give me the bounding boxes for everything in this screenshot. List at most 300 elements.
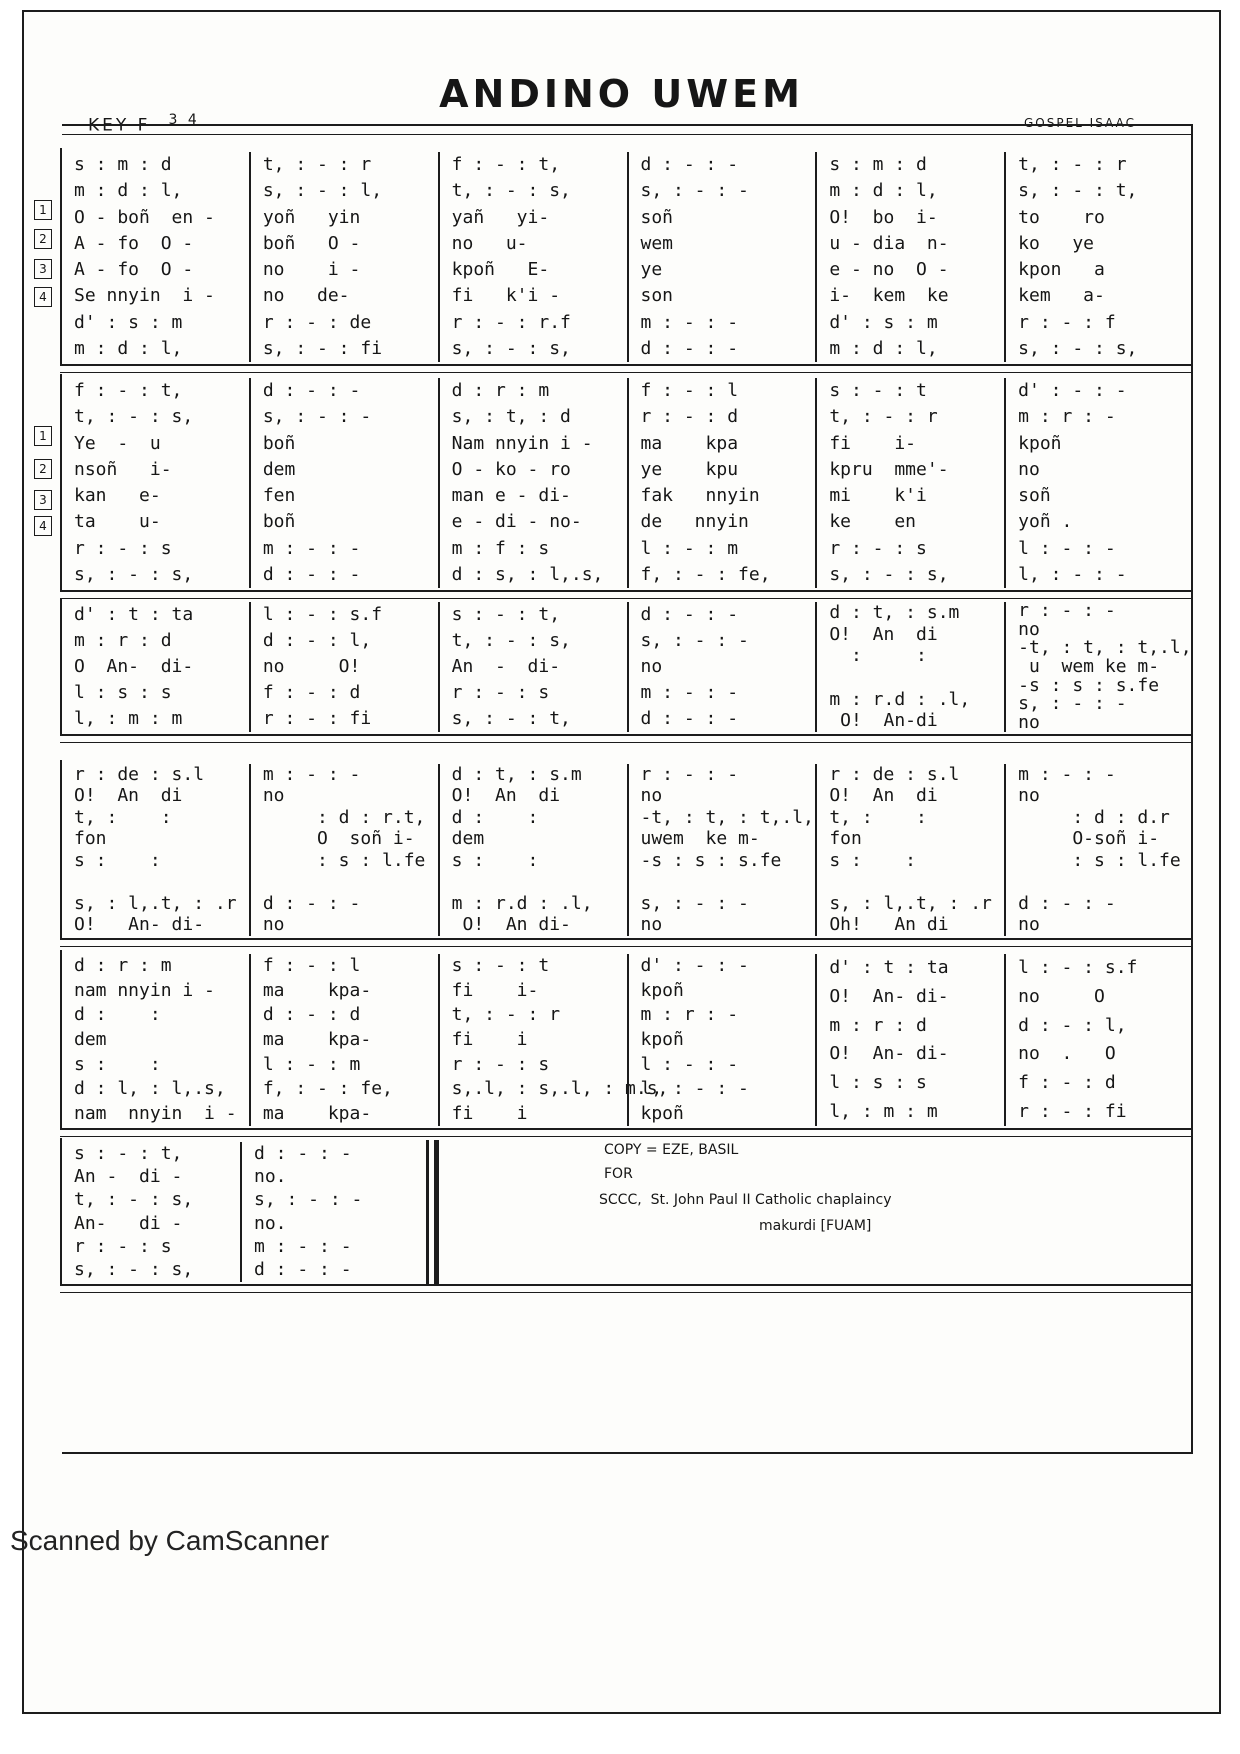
solfa-line: -s : s : s.fe [640,849,782,871]
solfa-line: O! An di [829,785,938,807]
solfa-line: An- di - [74,1212,183,1234]
solfa-line: s, : - : - [254,1189,363,1211]
bar-line [1004,378,1006,588]
bar-line [249,378,251,588]
solfa-line: d : - : - [640,154,739,176]
solfa-line: d : - : - [640,337,739,359]
bar-line [1004,954,1006,1126]
solfa-line: -s : s : s.fe [1018,674,1160,696]
solfa-line: An - di- [451,656,561,677]
measure [438,378,627,588]
solfa-line: l, : m : m [829,1100,938,1122]
solfa-line: d : - : l, [262,630,372,651]
solfa-line: : d : r.t, [262,806,426,828]
solfa-line: fi k'i - [451,285,561,307]
solfa-line: O! An di [829,623,938,645]
header-rule [62,124,1191,126]
solfa-line: no . O [1018,1043,1116,1065]
measure [249,152,438,362]
measure [240,1142,420,1282]
solfa-line: d : - : - [254,1259,352,1281]
system-rule [60,364,1193,366]
solfa-line: fon [74,828,107,850]
solfa-line: r : - : fi [262,708,372,729]
solfa-line: r : - : s [451,1053,550,1075]
solfa-line: d : : [74,1004,161,1026]
solfa-line: ma kpa- [262,1102,372,1124]
bar-line [627,764,629,936]
final-bar-line [426,1140,429,1284]
solfa-line: boñ [262,432,296,454]
system-rule [60,1292,1193,1293]
solfa-line: r : - : f [1018,311,1116,333]
system-rule [60,1136,1193,1137]
measure [1004,602,1193,732]
solfa-line: m : d : l, [74,180,183,202]
solfa-line: l : - : m [640,537,739,559]
solfa-line: ko ye [1018,232,1095,254]
measure [60,152,249,362]
solfa-line: f, : - : fe, [262,1078,393,1100]
solfa-line: fon [829,828,862,850]
solfa-line: O! An di- [451,914,571,936]
measure [60,954,249,1126]
solfa-line: O! An di [451,785,561,807]
solfa-line: no. [254,1212,287,1234]
solfa-line: uwem ke m- [640,828,760,850]
solfa-line: r : de : s.l [74,763,205,785]
solfa-line: f : - : l [640,380,739,402]
solfa-line: nam nnyin i - [74,979,215,1001]
solfa-line: f, : - : fe, [640,563,771,585]
solfa-line: s, : l,.t, : .r [829,892,992,914]
solfa-line: no [1018,458,1040,480]
score-sheet [22,10,1221,1714]
solfa-line: man e - di- [451,485,571,507]
solfa-line: Se nnyin i - [74,285,215,307]
solfa-line: s : - : t [829,380,927,402]
solfa-line: m : r : d [829,1014,927,1036]
solfa-line: f : - : d [1018,1072,1116,1093]
measure [1004,954,1193,1126]
solfa-line: r : de : s.l [829,763,960,785]
measure [815,378,1004,588]
solfa-line: m : - : - [640,311,739,333]
solfa-line: no [640,656,663,677]
solfa-line: t, : - : s, [74,406,194,428]
solfa-line: O - ko - ro [451,458,571,480]
system-rule [60,1284,1193,1286]
solfa-line: t, : - : s, [74,1189,194,1211]
verse-number-box: 2 [34,459,52,479]
measure [249,378,438,588]
solfa-line: d : r : m [74,955,172,977]
solfa-line: f : - : t, [74,380,183,402]
page-right-line [1191,124,1193,1454]
system-left-line [60,374,62,592]
solfa-line: r : - : s [829,537,927,559]
solfa-line: kpoñ [1018,432,1062,454]
solfa-line: no [262,914,285,936]
solfa-line: r : - : - [640,763,739,785]
solfa-line: ye kpu [640,458,739,480]
solfa-line: O! An- di- [829,1043,949,1065]
solfa-line: s : - : t [451,955,550,977]
solfa-line: f : - : t, [451,154,561,176]
solfa-line: d : - : - [254,1142,352,1164]
verse-number-box: 1 [34,426,52,446]
solfa-line: d' : s : m [74,311,183,333]
solfa-line: d : - : - [640,708,739,729]
system-1 [60,152,1193,362]
measure [1004,152,1193,362]
solfa-line: r : - : s [74,537,172,559]
solfa-line: O An- di- [74,656,194,677]
solfa-line: m : - : - [262,537,361,559]
solfa-line: Oh! An di [829,914,949,936]
solfa-line: no. [254,1166,287,1187]
solfa-line: s : - : t, [451,604,561,625]
solfa-line: no i - [262,259,361,281]
verse-number-box: 2 [34,229,52,249]
bar-line [438,378,440,588]
solfa-line: dem [451,828,485,850]
solfa-line: t, : - : r [829,406,938,428]
verse-number-box: 1 [34,200,52,220]
solfa-line: t, : - : r [1018,154,1127,176]
solfa-line: ma kpa- [262,1029,372,1050]
solfa-line: u wem ke m- [1018,656,1160,677]
solfa-line: s, : - : s, [451,337,571,359]
solfa-line: son [640,285,674,307]
solfa-line: d : : [451,806,539,828]
destination-line-1: SCCC, St. John Paul II Catholic chaplaincy [599,1192,892,1208]
system-6 [60,1142,1193,1282]
measure [60,378,249,588]
solfa-line: O! An- di- [74,914,205,936]
solfa-line: r : - : s [74,1236,172,1257]
solfa-line: l : s : s [74,682,172,703]
solfa-line: s, : - : s, [74,1259,194,1281]
solfa-line: d : - : d [262,1004,361,1026]
solfa-line: s, : - : - [262,406,372,428]
solfa-line: O - boñ en - [74,206,215,228]
solfa-line: no [1018,711,1040,733]
system-2 [60,378,1193,588]
solfa-line: d : l, : l,.s, [74,1078,226,1100]
solfa-line: no [1018,914,1040,936]
solfa-line: boñ [262,511,296,533]
bar-line [627,378,629,588]
solfa-line: -t, : t, : t,.l, [640,806,814,828]
solfa-line: no u- [451,232,528,254]
solfa-line: d' : t : ta [74,604,194,625]
bar-line [815,152,817,362]
solfa-line: s, : - : s, [1018,337,1138,359]
measure [60,602,249,732]
solfa-line: yoñ yin [262,206,361,228]
solfa-line: dem [262,458,296,480]
solfa-line: O! An-di [829,710,938,732]
solfa-line: no O [1018,986,1105,1007]
solfa-line: kpoñ [640,1102,684,1124]
measure [815,152,1004,362]
measure [627,378,816,588]
solfa-line: s, : - : - [1018,693,1127,715]
solfa-line: m : - : - [640,682,739,703]
solfa-line: d' : t : ta [829,957,949,979]
bar-line [627,152,629,362]
system-rule [60,938,1193,940]
solfa-line: l : - : m [262,1053,361,1075]
solfa-line: m : d : l, [829,180,938,202]
bar-line [815,378,817,588]
solfa-line: e - no O - [829,259,949,281]
for-line: FOR [604,1166,633,1182]
solfa-line: kpru mme'- [829,458,949,480]
bar-line [1004,152,1006,362]
solfa-line: s,.l, : s,.l, : m.s, [451,1078,669,1100]
solfa-line: fen [262,485,296,507]
solfa-line: fi i- [829,432,917,454]
solfa-line: d : s, : l,.s, [451,563,604,585]
solfa-line: nam nnyin i - [74,1102,237,1124]
verse-number-box: 4 [34,516,52,536]
system-left-line [60,760,62,940]
solfa-line: d' : - : - [1018,380,1127,402]
bar-line [249,152,251,362]
solfa-line: t, : - : r [262,154,372,176]
measure [627,954,816,1126]
solfa-line: t, : : [74,806,172,828]
solfa-line: m : d : l, [74,337,183,359]
bar-line [249,954,251,1126]
measure [627,152,816,362]
solfa-line: s, : - : s, [74,563,194,585]
solfa-line: d : - : - [262,563,361,585]
solfa-line: kpon a [1018,259,1105,281]
bar-line [240,1142,242,1282]
solfa-line: l : - : - [640,1053,739,1075]
solfa-line: A - fo O - [74,259,194,281]
solfa-line: r : - : d [640,406,739,428]
solfa-line: s : : [829,849,917,871]
solfa-line: f : - : l [262,955,361,977]
measure [1004,764,1193,936]
solfa-line: s, : - : t, [1018,180,1138,202]
measure [249,602,438,732]
solfa-line: : s : l.fe [262,849,426,871]
solfa-line: m : d : l, [829,337,938,359]
bar-line [1004,764,1006,936]
system-rule [60,734,1193,736]
solfa-line: soñ [640,206,674,228]
solfa-line: ye [640,259,663,281]
solfa-line: Ye - u [74,432,161,454]
solfa-line: kan e- [74,485,161,507]
song-title: ANDINO UWEM [439,72,804,116]
solfa-line: dem [74,1029,107,1050]
solfa-line: r : - : r.f [451,311,571,333]
final-bar-line [434,1140,439,1284]
solfa-line: no de- [262,285,350,307]
measure [627,764,816,936]
solfa-line: m : r.d : .l, [451,892,593,914]
measure [815,602,1004,732]
solfa-line: u - dia n- [829,232,949,254]
measure [249,954,438,1126]
solfa-line: s : : [74,1053,161,1075]
solfa-line: m : r : d [74,630,172,651]
solfa-line: de nnyin [640,511,749,533]
solfa-line: d : - : - [640,604,739,625]
solfa-line: mi k'i [829,485,927,507]
bar-line [438,764,440,936]
solfa-line: f : - : d [262,682,361,703]
system-5 [60,954,1193,1126]
solfa-line: s, : - : - [640,892,749,914]
bar-line [815,954,817,1126]
solfa-line: O soñ i- [262,828,415,850]
system-rule [60,372,1193,373]
solfa-line: no [1018,785,1040,807]
bar-line [1004,602,1006,732]
solfa-line: d : - : - [262,892,361,914]
solfa-line: s, : - : s, [829,563,949,585]
solfa-line: Nam nnyin i - [451,432,593,454]
solfa-line: l : - : - [1018,537,1116,559]
composer-name: GOSPEL ISAAC [1024,116,1136,130]
bar-line [815,602,817,732]
verse-number-box: 3 [34,259,52,279]
bar-line [438,602,440,732]
solfa-line: r : - : s [451,682,550,703]
solfa-line: fi i [451,1102,528,1124]
solfa-line: d : - : - [262,380,361,402]
bar-line [815,764,817,936]
solfa-line: m : r : - [640,1004,739,1026]
solfa-line: boñ O - [262,232,361,254]
solfa-line: l, : - : - [640,1078,749,1100]
solfa-line: r : - : de [262,311,372,333]
solfa-line: ma kpa [640,432,739,454]
solfa-line: r : - : - [1018,600,1116,622]
bar-line [438,152,440,362]
solfa-line: i- kem ke [829,285,949,307]
solfa-line: kpoñ [640,979,684,1001]
measure [438,602,627,732]
system-3 [60,602,1193,732]
solfa-line: l : - : s.f [262,604,383,625]
solfa-line: A - fo O - [74,232,194,254]
solfa-line: t, : - : r [451,1004,561,1026]
solfa-line: s, : - : t, [451,708,571,729]
solfa-line: no [262,785,285,807]
solfa-line: O-soñ i- [1018,828,1160,850]
solfa-line: fak nnyin [640,485,760,507]
solfa-line: s : - : t, [74,1142,183,1164]
solfa-line: nsoñ i- [74,458,172,480]
measure [438,764,627,936]
solfa-line: m : r.d : .l, [829,688,971,710]
solfa-line: d' : s : m [829,311,938,333]
header-rule [62,134,1191,135]
bar-line [249,764,251,936]
solfa-line: s, : l,.t, : .r [74,892,237,914]
system-rule [60,1128,1193,1130]
solfa-line: : d : d.r [1018,806,1170,828]
solfa-line: kpoñ [640,1029,684,1050]
solfa-line: l, : - : - [1018,563,1127,585]
time-signature: 3 4 [168,112,200,128]
solfa-line: e - di - no- [451,511,582,533]
measure [249,764,438,936]
system-left-line [60,598,62,736]
solfa-line: m : r : - [1018,406,1116,428]
measure [815,954,1004,1126]
system-left-line [60,148,62,366]
solfa-line: s : : [451,849,539,871]
solfa-line: to ro [1018,206,1105,228]
solfa-line: : : [829,645,927,667]
key-label: KEY F [88,115,151,136]
solfa-line: soñ [1018,485,1051,507]
bar-line [249,602,251,732]
solfa-line: ma kpa- [262,979,372,1001]
measure [60,764,249,936]
system-rule [60,590,1193,592]
solfa-line: ke en [829,511,917,533]
measure [815,764,1004,936]
solfa-line: yañ yi- [451,206,550,228]
solfa-line: s : m : d [74,154,172,176]
page-bottom-rule [62,1452,1191,1454]
verse-number-box: 4 [34,287,52,307]
solfa-line: yoñ . [1018,511,1073,533]
solfa-line: O! An di [74,785,183,807]
measure [438,152,627,362]
solfa-line: m : - : - [254,1236,352,1257]
solfa-line: fi i- [451,979,539,1001]
solfa-line: t, : - : s, [451,180,571,202]
scanner-watermark: Scanned by CamScanner [10,1525,330,1556]
destination-line-2: makurdi [FUAM] [759,1218,872,1234]
solfa-line: d : - : l, [1018,1014,1127,1036]
solfa-line: r : - : fi [1018,1100,1127,1122]
bar-line [627,602,629,732]
solfa-line: l : - : s.f [1018,957,1138,979]
solfa-line: no [640,914,663,936]
bar-line [438,954,440,1126]
solfa-line: d : t, : s.m [829,601,960,623]
system-rule [60,946,1193,947]
solfa-line: s : m : d [829,154,927,176]
solfa-line: no [640,785,663,807]
solfa-line: d : - : - [1018,892,1116,914]
solfa-line: t, : - : s, [451,630,571,651]
copy-line: COPY = EZE, BASIL [604,1142,739,1158]
solfa-line: d' : - : - [640,955,749,977]
solfa-line: s, : - : - [640,180,749,202]
solfa-line: s, : - : fi [262,337,383,359]
solfa-line: m : f : s [451,537,550,559]
solfa-line: m : - : - [1018,763,1116,785]
solfa-line: fi i [451,1029,528,1050]
solfa-line: kpoñ E- [451,259,550,281]
solfa-line: kem a- [1018,285,1105,307]
solfa-line: d : t, : s.m [451,763,582,785]
solfa-line: s : : [74,849,161,871]
